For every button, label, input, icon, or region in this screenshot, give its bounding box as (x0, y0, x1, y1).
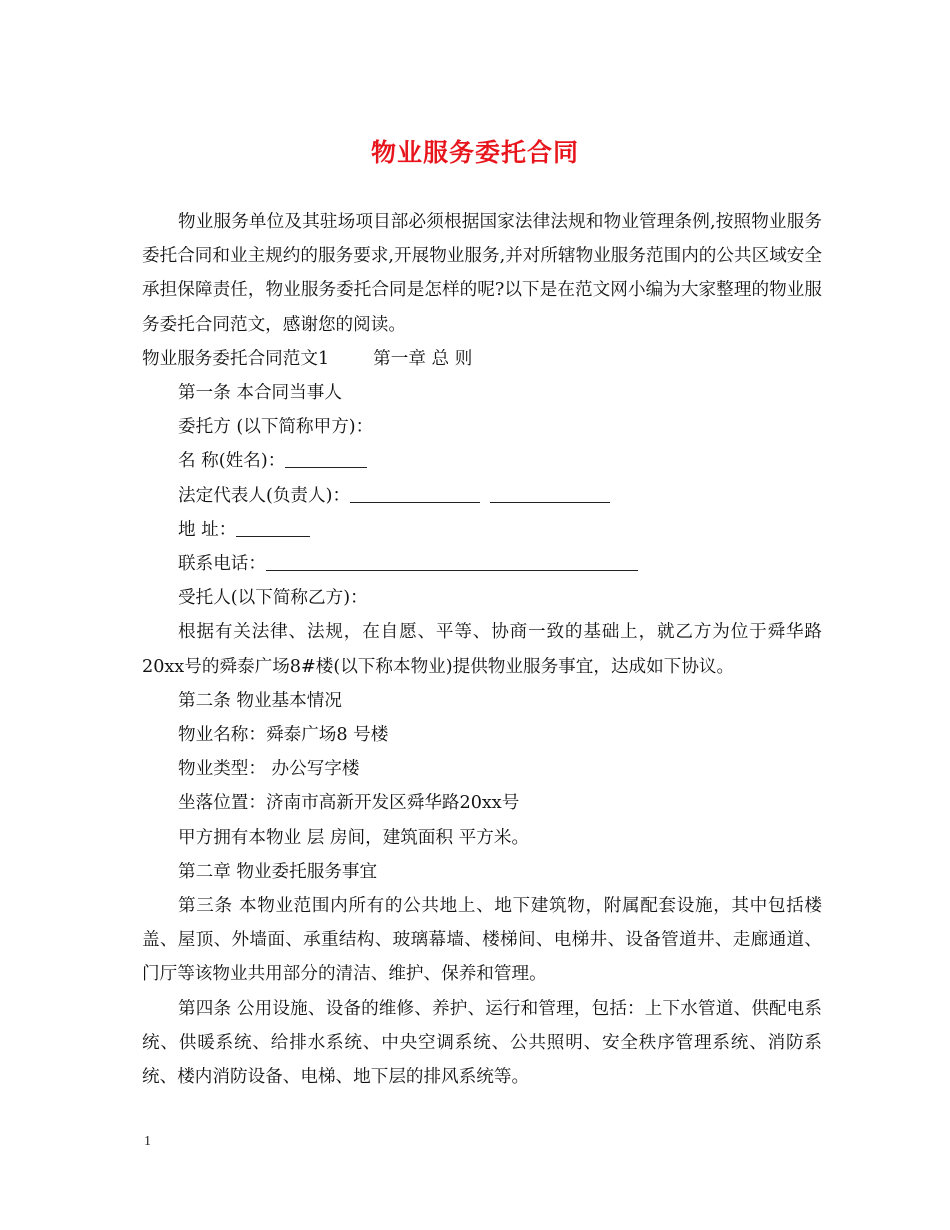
chapter-one-heading: 第一章 总 则 (373, 348, 473, 369)
property-location: 坐落位置：济南市高新开发区舜华路20xx号 (178, 793, 520, 814)
agreement-paragraph: 根据有关法律、法规，在自愿、平等、协商一致的基础上，就乙方为位于舜华路20xx号的舜泰广场8#楼(以下称本物业)提供物业服务事宜，达成如下协议。 (142, 622, 822, 677)
property-type: 物业类型： 办公写字楼 (178, 759, 360, 780)
name-blank (285, 447, 367, 468)
chapter-two-heading: 第二章 物业委托服务事宜 (178, 861, 378, 882)
phone-blank (266, 550, 638, 571)
article-one-title: 第一条 本合同当事人 (178, 383, 342, 404)
phone-label: 联系电话： (178, 554, 266, 575)
party-b-label: 受托人(以下简称乙方)： (178, 588, 368, 609)
representative-label: 法定代表人(负责人)： (178, 485, 351, 506)
representative-blank-1 (350, 482, 480, 503)
document-body (142, 205, 822, 1094)
intro-paragraph: 物业服务单位及其驻场项目部必须根据国家法律法规和物业管理条例,按照物业服务委托合同和业主规约的服务要求,开展物业服务,并对所辖物业服务范围内的公共区域安全承担保障责任，物业服务委托合同是怎样的呢?以下是在范文网小编为大家整理的物业服务委托合同范文，感谢您的阅读。 (142, 212, 822, 335)
sample-heading-line (142, 342, 822, 376)
page-number: 1 (144, 1134, 151, 1149)
address-label: 地 址： (178, 519, 237, 540)
sample-heading: 物业服务委托合同范文1 (142, 348, 330, 369)
article-two-title: 第二条 物业基本情况 (178, 690, 342, 711)
representative-line (142, 479, 822, 513)
name-label: 名 称(姓名)： (178, 451, 286, 472)
address-line (142, 513, 822, 547)
name-line (142, 444, 822, 478)
phone-line (142, 547, 822, 581)
property-area: 甲方拥有本物业 层 房间，建筑面积 平方米。 (178, 827, 530, 848)
party-a-label: 委托方 (以下简称甲方)： (178, 417, 374, 438)
article-three: 第三条 本物业范围内所有的公共地上、地下建筑物，附属配套设施，其中包括楼盖、屋顶、外墙面、承重结构、玻璃幕墙、楼梯间、电梯井、设备管道井、走廊通道、门厅等该物业共用部分的清洁、维护、保养和管理。 (142, 896, 822, 985)
representative-blank-2 (490, 482, 610, 503)
address-blank (236, 516, 310, 537)
property-name: 物业名称：舜泰广场8 号楼 (178, 725, 389, 746)
document-title: 物业服务委托合同 (370, 138, 579, 167)
article-four: 第四条 公用设施、设备的维修、养护、运行和管理，包括：上下水管道、供配电系统、供暖系统、给排水系统、中央空调系统、公共照明、安全秩序管理系统、消防系统、楼内消防设备、电梯、地下层的排风系统等。 (142, 998, 822, 1088)
